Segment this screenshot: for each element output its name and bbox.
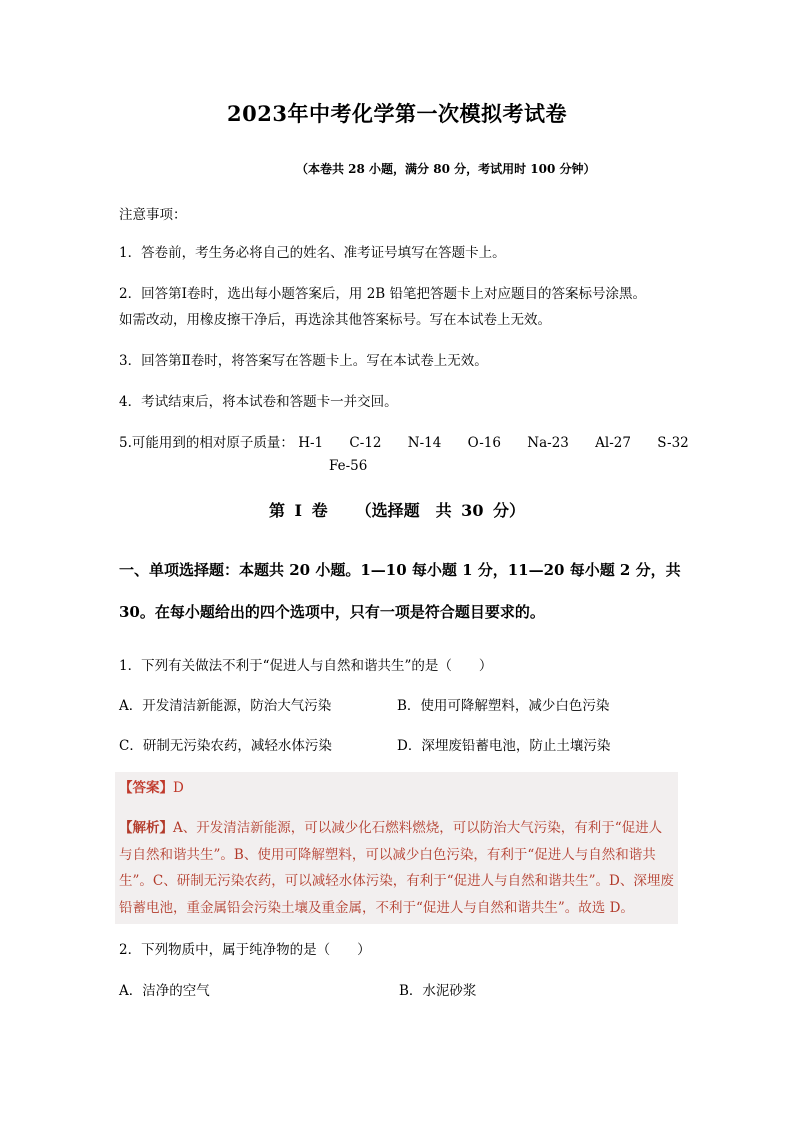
notice-heading: 注意事项： bbox=[119, 207, 187, 223]
question-2-option-a: A．洁净的空气 bbox=[119, 983, 210, 999]
question-1-stem: 1．下列有关做法不利于“促进人与自然和谐共生”的是（ ） bbox=[119, 658, 493, 674]
atomic-mass-label: 5.可能用到的相对原子质量： bbox=[119, 435, 294, 451]
notice-item-2-continued: 如需改动，用橡皮擦干净后，再选涂其他答案标号。写在本试卷上无效。 bbox=[119, 312, 551, 328]
notice-item-2: 2．回答第Ⅰ卷时，选出每小题答案后，用 2B 铅笔把答题卡上对应题目的答案标号涂黑。 bbox=[119, 286, 647, 302]
notice-item-3: 3．回答第Ⅱ卷时，将答案写在答题卡上。写在本试卷上无效。 bbox=[119, 353, 488, 369]
atomic-mass-item: C-12 bbox=[349, 435, 382, 451]
question-1-option-c: C．研制无污染农药，减轻水体污染 bbox=[119, 738, 332, 754]
atomic-mass-item: H-1 bbox=[298, 435, 324, 451]
question-2-option-b: B．水泥砂浆 bbox=[399, 983, 477, 999]
section-title bbox=[0, 498, 794, 521]
atomic-mass-item: S-32 bbox=[657, 435, 689, 451]
question-1-option-d: D．深埋废铅蓄电池，防止土壤污染 bbox=[397, 738, 611, 754]
answer-tag: 【答案】 bbox=[119, 780, 173, 796]
atomic-mass-item: N-14 bbox=[407, 435, 442, 451]
notice-item-1: 1．答卷前，考生务必将自己的姓名、准考证号填写在答题卡上。 bbox=[119, 245, 506, 261]
question-1-option-b: B．使用可降解塑料，减少白色污染 bbox=[397, 698, 610, 714]
exam-info-subtitle: （本卷共 28 小题，满分 80 分，考试用时 100 分钟） bbox=[296, 162, 596, 176]
atomic-mass-item: Na-23 bbox=[527, 435, 569, 451]
analysis-tag: 【解析】 bbox=[119, 820, 173, 836]
section-title-volume: 第 I 卷 bbox=[268, 501, 328, 520]
question-2-stem: 2．下列物质中，属于纯净物的是（ ） bbox=[119, 942, 371, 958]
question-1-analysis bbox=[119, 815, 675, 921]
analysis-text: A、开发清洁新能源，可以减少化石燃料燃烧，可以防治大气污染，有利于“促进人与自然和谐共生”。B、使用可降解塑料，可以减少白色污染，有利于“促进人与自然和谐共生”。C、研制无污染农药，可以减轻水体污染，有利于“促进人与自然和谐共生”。D、深埋废铅蓄电池，重金属铅会污染土壤及重金属，不利于“促进人与自然和谐共生”。故选 D。 bbox=[119, 820, 674, 916]
question-1-answer bbox=[119, 776, 184, 796]
atomic-mass-item: O-16 bbox=[467, 435, 501, 451]
atomic-mass-row bbox=[119, 431, 711, 451]
section-instruction-line-2: 30。在每小题给出的四个选项中，只有一项是符合题目要求的。 bbox=[119, 603, 545, 621]
page-title: 2023年中考化学第一次模拟考试卷 bbox=[227, 101, 567, 126]
answer-value: D bbox=[173, 780, 184, 796]
notice-item-4: 4．考试结束后，将本试卷和答题卡一并交回。 bbox=[119, 394, 398, 410]
section-title-type: （选择题 共 30 分） bbox=[355, 501, 526, 520]
atomic-mass-item-fe: Fe-56 bbox=[329, 458, 368, 474]
section-instruction-line-1: 一、单项选择题：本题共 20 小题。1—10 每小题 1 分，11—20 每小题 2 分，共 bbox=[119, 561, 681, 579]
atomic-mass-item: Al-27 bbox=[595, 435, 631, 451]
question-1-option-a: A．开发清洁新能源，防治大气污染 bbox=[119, 698, 332, 714]
